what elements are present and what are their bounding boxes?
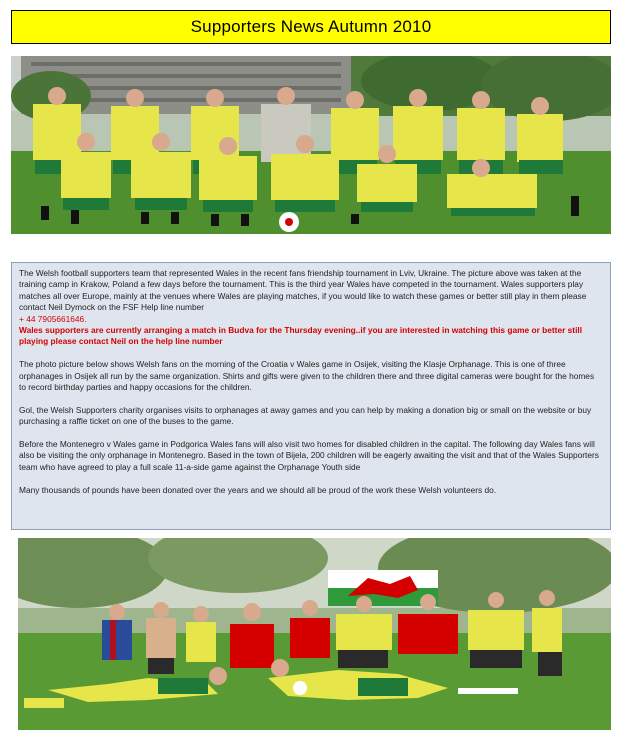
team-photo-icon (11, 56, 611, 234)
article-paragraph-4: Before the Montenegro v Wales game in Podgorica Wales fans will also visit two homes for disabled children in the capital. The following day Wales fans will also be visiting the only orphanage in Montenegro. Based in the town of Bijela, 200 children will be eagerly awaiting the visit and that of the Wales Supporters team who have agreed to play a full scale 11-a-side game against the Orphanage Youth side (19, 439, 599, 472)
team-photo (11, 56, 611, 234)
article-p1-text: The Welsh football supporters team that represented Wales in the recent fans friendship tournament in Lviv, Ukraine. The picture above was taken at the training camp in Krakow, Poland a few days before the tournament. This is the third year Wales have competed in the tournament. Wales supporters play matches all over Europe, mainly at the venues where Wales are playing matches, if you would like to watch these games or better still play in them please contact Neil Dymock on the FSF Help line number (19, 268, 587, 313)
newsletter-title: Supporters News Autumn 2010 (190, 17, 432, 36)
article-paragraph-5: Many thousands of pounds have been donated over the years and we should all be proud of the work these Welsh volunteers do. (19, 484, 497, 495)
article-paragraph-2: The photo picture below shows Welsh fans on the morning of the Croatia v Wales game in Osijek, visiting the Klasje Orphanage. This is one of three orphanages in Osijek all run by the same organization. Shirts and gifts were given to the children there and three digital cameras were bought for the homes to record birthday parties and happy occasions for the children. (19, 359, 595, 393)
article-text-box (11, 262, 611, 530)
article-paragraph-3: Gol, the Welsh Supporters charity organises visits to orphanages at away games and you can help by making a donation big or small on the website or buy purchasing a raffle ticket on one of the buses to the game. (19, 404, 592, 427)
orphanage-photo (18, 538, 611, 730)
orphanage-photo-icon (18, 538, 611, 730)
article-paragraph-1 (19, 268, 603, 325)
budva-match-notice: Wales supporters are currently arranging a match in Budva for the Thursday evening..if you are interested in watching this game or better still playing please contact Neil on the help line number (19, 325, 583, 347)
newsletter-title-banner (11, 10, 611, 44)
helpline-phone: + 44 7905661646. (19, 313, 87, 324)
